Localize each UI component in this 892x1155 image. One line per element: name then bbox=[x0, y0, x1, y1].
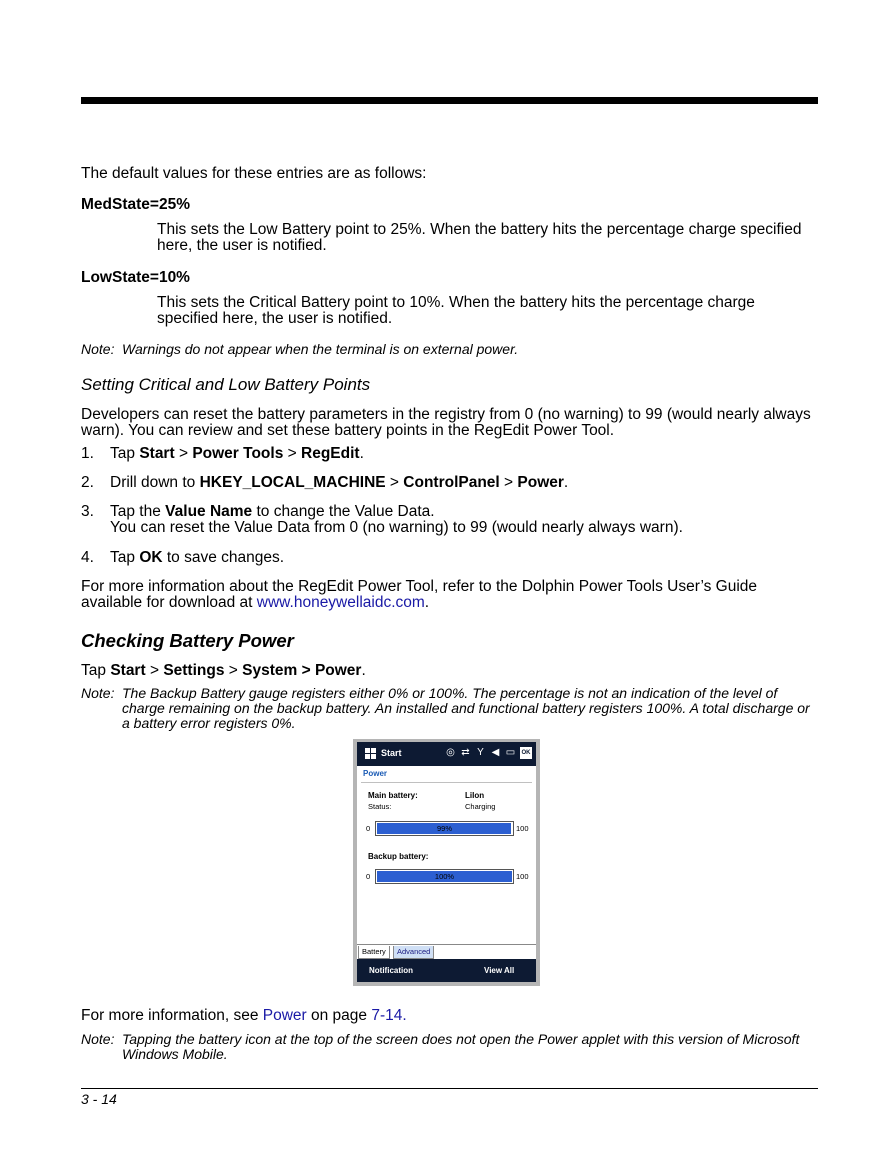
note-label: Note: bbox=[81, 341, 115, 357]
low-state-description: This sets the Critical Battery point to 10%. When the battery hits the percentage charge specified here, the user is notified. bbox=[157, 294, 755, 328]
step-text: Tap the Value Name to change the Value Data. bbox=[110, 503, 435, 520]
softkey-bar bbox=[357, 959, 536, 982]
step-text: Tap OK to save changes. bbox=[110, 549, 285, 566]
windows-logo-icon[interactable] bbox=[365, 748, 376, 759]
intro-text: The default values for these entries are as follows: bbox=[81, 165, 427, 182]
status-label: Status: bbox=[368, 802, 392, 811]
heading-checking-battery-power: Checking Battery Power bbox=[81, 630, 294, 651]
note-warnings bbox=[81, 342, 817, 357]
note-text: Tapping the battery icon at the top of the screen does not open the Power applet with this version of Microsoft Windows Mobile. bbox=[122, 1031, 800, 1063]
med-state-description: This sets the Low Battery point to 25%. When the battery hits the percentage charge specified here, the user is notified. bbox=[157, 221, 802, 255]
note-label: Note: bbox=[81, 1031, 115, 1047]
view-all-softkey[interactable]: View All bbox=[484, 966, 515, 975]
status-value: Charging bbox=[465, 802, 496, 811]
main-gauge-min: 0 bbox=[366, 824, 371, 833]
more-info-paragraph: For more information about the RegEdit Power Tool, refer to the Dolphin Power Tools User’s Guide available for download at www.honeywellaidc.com. bbox=[81, 578, 758, 612]
step-text: Tap Start > Power Tools > RegEdit. bbox=[110, 445, 364, 462]
see-more-line: For more information, see Power on page 7-14. bbox=[81, 1007, 407, 1024]
no-signal-icon: Y bbox=[477, 747, 484, 758]
footer-rule bbox=[81, 1088, 818, 1089]
main-gauge-percent: 99% bbox=[436, 824, 452, 833]
note-battery-icon bbox=[81, 1032, 817, 1062]
note-backup-battery bbox=[81, 686, 817, 731]
main-battery-type: LiIon bbox=[465, 791, 485, 800]
notification-softkey[interactable]: Notification bbox=[369, 966, 413, 975]
step-4 bbox=[81, 550, 817, 566]
signal-icon: ◎ bbox=[446, 747, 455, 758]
tab-battery[interactable]: Battery bbox=[358, 946, 390, 959]
tap-instruction: Tap Start > Settings > System > Power. bbox=[81, 662, 366, 679]
sync-icon: ⇄ bbox=[461, 747, 470, 758]
step-number: 1. bbox=[81, 445, 94, 462]
header-rule bbox=[81, 97, 818, 104]
title-bar bbox=[357, 742, 536, 766]
med-state-term: MedState=25% bbox=[81, 196, 190, 213]
main-battery-gauge bbox=[375, 821, 514, 836]
power-link[interactable]: Power bbox=[262, 1007, 307, 1024]
step-2 bbox=[81, 475, 817, 491]
backup-battery-gauge bbox=[375, 869, 514, 884]
ok-button[interactable]: OK bbox=[520, 747, 532, 759]
developers-paragraph: Developers can reset the battery parameters in the registry from 0 (no warning) to 99 (would nearly always warn). You can review and set these battery points in the RegEdit Power Tool. bbox=[81, 406, 811, 440]
battery-icon[interactable]: ▭ bbox=[505, 747, 516, 758]
title-divider bbox=[361, 782, 532, 783]
backup-battery-label: Backup battery: bbox=[368, 852, 429, 861]
step-subtext: You can reset the Value Data from 0 (no warning) to 99 (would nearly always warn). bbox=[110, 519, 683, 537]
subheading-battery-points: Setting Critical and Low Battery Points bbox=[81, 375, 371, 394]
backup-gauge-max: 100 bbox=[516, 872, 529, 881]
step-text: Drill down to HKEY_LOCAL_MACHINE > ControlPanel > Power. bbox=[110, 474, 569, 491]
website-link[interactable]: www.honeywellaidc.com bbox=[256, 594, 425, 612]
page-link[interactable]: 7-14 bbox=[371, 1007, 403, 1024]
main-gauge-max: 100 bbox=[516, 824, 529, 833]
screen-title: Power bbox=[363, 769, 388, 778]
low-state-term: LowState=10% bbox=[81, 269, 190, 286]
tab-advanced[interactable]: Advanced bbox=[393, 946, 434, 959]
tab-row bbox=[357, 944, 536, 959]
note-text: The Backup Battery gauge registers either 0% or 100%. The percentage is not an indication of the level of charge remaining on the backup battery. An installed and functional battery registers 100%. A total discharge or a battery error registers 0%. bbox=[122, 685, 810, 732]
note-text: Warnings do not appear when the terminal is on external power. bbox=[122, 341, 519, 357]
page-number: 3 - 14 bbox=[81, 1091, 117, 1107]
note-label: Note: bbox=[81, 685, 115, 701]
step-1 bbox=[81, 446, 817, 462]
step-number: 3. bbox=[81, 503, 94, 520]
step-number: 4. bbox=[81, 549, 94, 566]
main-battery-label: Main battery: bbox=[368, 791, 418, 800]
backup-gauge-percent: 100% bbox=[434, 872, 455, 881]
backup-gauge-min: 0 bbox=[366, 872, 371, 881]
status-icons bbox=[445, 747, 516, 759]
step-3 bbox=[81, 504, 817, 536]
start-label[interactable]: Start bbox=[381, 748, 402, 758]
speaker-mute-icon: ◀ bbox=[491, 747, 500, 758]
device-screen bbox=[357, 742, 536, 982]
device-screenshot bbox=[353, 739, 540, 986]
step-number: 2. bbox=[81, 474, 94, 491]
